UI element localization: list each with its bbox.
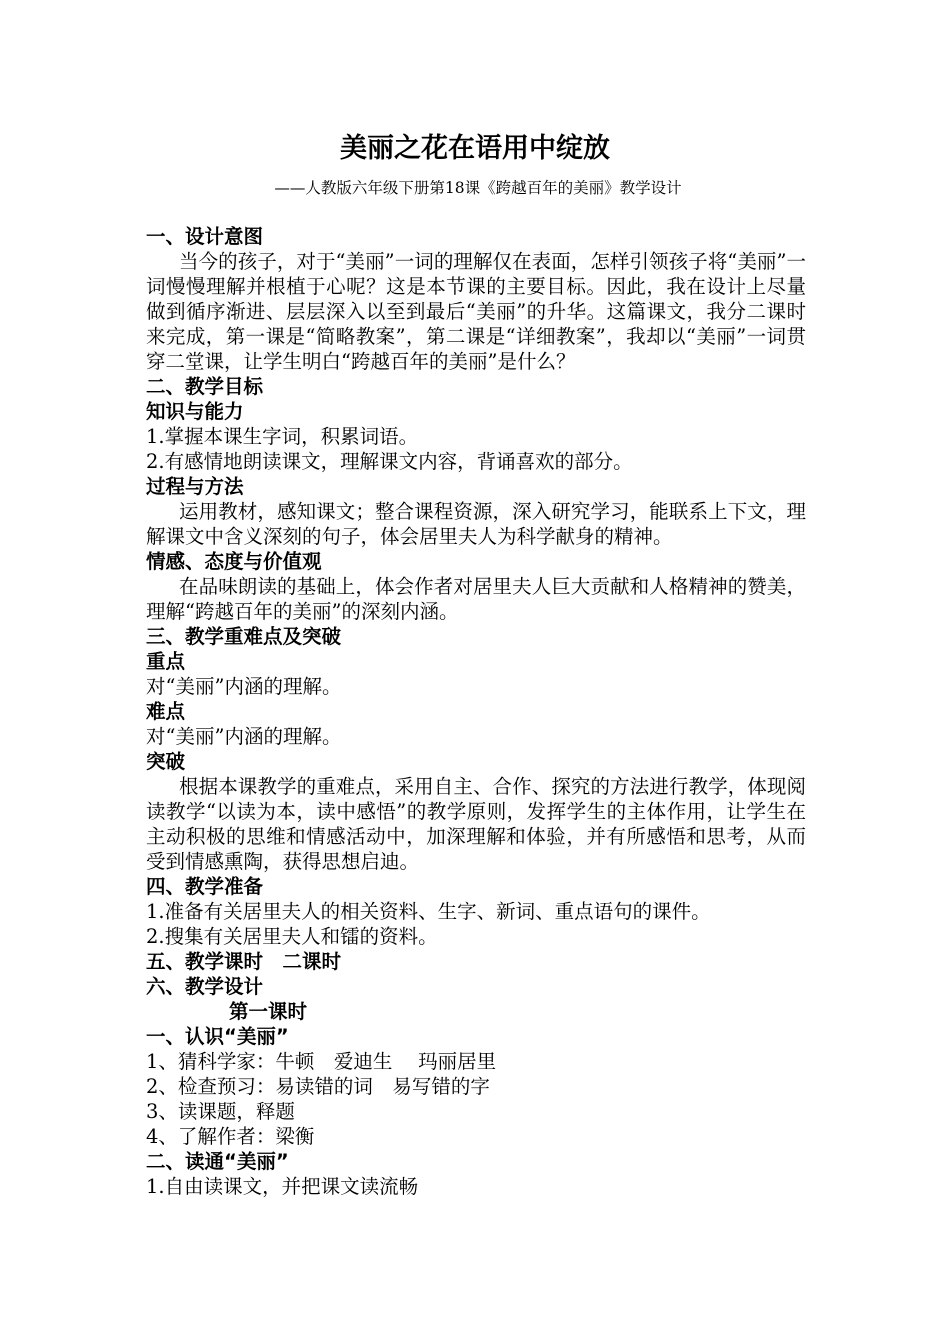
paragraph: 根据本课教学的重难点，采用自主、合作、探究的方法进行教学，体现阅读教学“以读为本，读中感悟”的教学原则，发挥学生的主体作用，让学生在主动积极的思维和情感活动中，加深理解和体验，并有所感悟和思考，从而受到情感熏陶，获得思想启迪。 xyxy=(146,775,806,873)
list-item: 1.准备有关居里夫人的相关资料、生字、新词、重点语句的课件。 xyxy=(146,900,711,923)
document-title: 美丽之花在语用中绽放 xyxy=(340,133,610,164)
section-heading: 六、教学设计 xyxy=(146,975,264,998)
paragraph: 对“美丽”内涵的理解。 xyxy=(146,675,342,698)
list-item: 1、猜科学家：牛顿 爱迪生 玛丽居里 xyxy=(146,1050,497,1073)
section-heading: 五、教学课时 二课时 xyxy=(146,950,342,973)
list-item: 2、检查预习：易读错的词 易写错的字 xyxy=(146,1075,490,1098)
document-subtitle: ——人教版六年级下册第18课《跨越百年的美丽》教学设计 xyxy=(274,179,682,197)
paragraph: 当今的孩子，对于“美丽”一词的理解仅在表面，怎样引领孩子将“美丽”一词慢慢理解并根植于心呢？这是本节课的主要目标。因此，我在设计上尽量做到循序渐进、层层深入以至到最后“美丽”的升华。这篇课文，我分二课时来完成，第一课是“简略教案”，第二课是“详细教案”，我却以“美丽”一词贯穿二堂课，让学生明白“跨越百年的美丽”是什么？ xyxy=(146,250,806,373)
subsection-heading: 过程与方法 xyxy=(146,475,244,498)
list-item: 2.有感情地朗读课文，理解课文内容，背诵喜欢的部分。 xyxy=(146,450,633,473)
paragraph: 对“美丽”内涵的理解。 xyxy=(146,725,342,748)
section-heading: 三、教学重难点及突破 xyxy=(146,625,342,648)
paragraph: 在品味朗读的基础上，体会作者对居里夫人巨大贡献和人格精神的赞美，理解“跨越百年的美丽”的深刻内涵。 xyxy=(146,575,806,623)
subsection-heading: 情感、态度与价值观 xyxy=(146,550,322,573)
list-item: 2.搜集有关居里夫人和镭的资料。 xyxy=(146,925,438,948)
section-heading: 一、设计意图 xyxy=(146,225,264,248)
subsection-heading: 难点 xyxy=(146,700,186,723)
section-heading: 四、教学准备 xyxy=(146,875,264,898)
part-heading: 二、读通“美丽” xyxy=(146,1150,289,1173)
subsection-heading: 突破 xyxy=(146,750,186,773)
subsection-heading: 知识与能力 xyxy=(146,400,244,423)
list-item: 1.自由读课文，并把课文读流畅 xyxy=(146,1175,419,1198)
list-item: 1.掌握本课生字词，积累词语。 xyxy=(146,425,419,448)
list-item: 3、读课题，释题 xyxy=(146,1100,295,1123)
list-item: 4、了解作者：梁衡 xyxy=(146,1125,315,1148)
section-heading: 二、教学目标 xyxy=(146,375,264,398)
subsection-heading: 重点 xyxy=(146,650,186,673)
paragraph: 运用教材，感知课文；整合课程资源，深入研究学习，能联系上下文，理解课文中含义深刻的句子，体会居里夫人为科学献身的精神。 xyxy=(146,500,806,548)
part-heading: 一、认识“美丽” xyxy=(146,1025,289,1048)
lesson-heading: 第一课时 xyxy=(229,1000,308,1023)
document-body xyxy=(146,224,806,1199)
